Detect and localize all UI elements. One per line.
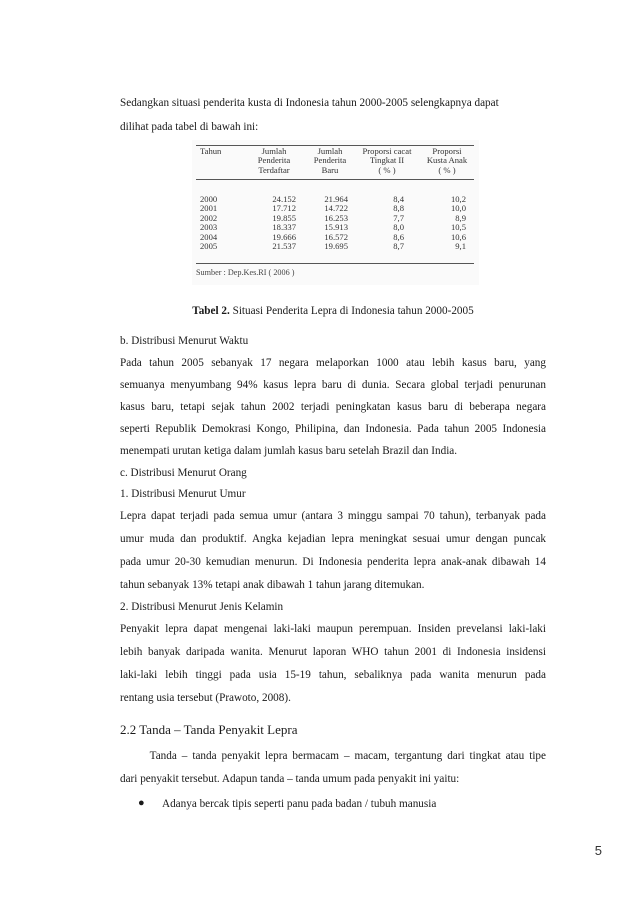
table-cell: 18.337 xyxy=(272,222,296,233)
header-tahun: Tahun xyxy=(200,146,222,156)
table-cell: 15.913 xyxy=(324,222,348,233)
p2-line-1: Lepra dapat terjadi pada semua umur (antara 3 minggu sampai 70 tahun), terbanyak pada xyxy=(120,510,546,522)
table-cell: 8,7 xyxy=(393,241,404,252)
p2-line-4: tahun sebanyak 13% tetapi anak dibawah 1 tahun jarang ditemukan. xyxy=(120,579,425,591)
intro-line-2: dilihat pada tabel di bawah ini: xyxy=(120,121,259,133)
table-cell: 10,6 xyxy=(450,231,466,242)
table-cell: 16.253 xyxy=(324,212,348,223)
heading-b: b. Distribusi Menurut Waktu xyxy=(120,335,249,347)
p1-line-3: kasus baru, tetapi sejak tahun 2002 terjadi peningkatan kasus baru di beberapa negara xyxy=(120,401,546,413)
heading-c: c. Distribusi Menurut Orang xyxy=(120,467,247,479)
table-cell: 8,8 xyxy=(393,203,404,214)
table-cell: 8,0 xyxy=(393,222,404,233)
header-terdaftar: Jumlah Penderita Terdaftar xyxy=(257,146,291,175)
p1-line-4: seperti Republik Demokrasi Kongo, Philipina, dan Indonesia. Pada tahun 2005 Indonesia xyxy=(120,423,546,435)
heading-1: 1. Distribusi Menurut Umur xyxy=(120,488,246,500)
col-anak xyxy=(432,195,466,251)
table-cell: 19.855 xyxy=(272,212,296,223)
section-heading: 2.2 Tanda – Tanda Penyakit Lepra xyxy=(120,722,298,737)
p1-line-2: semuanya menyumbang 94% kasus lepra baru di dunia. Secara global terjadi penurunan xyxy=(120,379,546,391)
table-cell: 7,7 xyxy=(393,212,404,223)
heading-2: 2. Distribusi Menurut Jenis Kelamin xyxy=(120,601,284,613)
table-cell: 9,1 xyxy=(455,241,466,252)
table-cell: 10,0 xyxy=(450,203,466,214)
p4-line-1: Tanda – tanda penyakit lepra bermacam – macam, tergantung dari tingkat atau tipe xyxy=(120,750,546,762)
col-tahun xyxy=(200,195,217,251)
table-cell: 24.152 xyxy=(272,194,296,204)
p3-line-2: lebih banyak daripada wanita. Menurut laporan WHO tahun 2001 di Indonesia insidensi xyxy=(120,646,546,658)
data-table-image xyxy=(192,140,479,285)
table-cell: 8,9 xyxy=(455,212,466,223)
p2-line-3: pada umur 20-30 kemudian menurun. Di Indonesia penderita lepra anak-anak dibawah 14 xyxy=(120,556,546,568)
table-cell: 19.695 xyxy=(324,241,348,252)
table-cell: 8,6 xyxy=(393,231,404,242)
header-cacat: Proporsi cacat Tingkat II ( % ) xyxy=(362,146,412,175)
p1-line-1: Pada tahun 2005 sebanyak 17 negara melaporkan 1000 atau lebih kasus baru, yang xyxy=(120,357,546,369)
p3-line-1: Penyakit lepra dapat mengenai laki-laki maupun perempuan. Insiden prevelansi laki-laki xyxy=(120,623,546,635)
col-terdaftar xyxy=(252,195,296,251)
table-bottom-rule xyxy=(196,263,474,264)
table-cell: 14.722 xyxy=(324,203,348,214)
p4-line-2: dari penyakit tersebut. Adapun tanda – tanda umum pada penyakit ini yaitu: xyxy=(120,773,460,785)
table-header-rule xyxy=(196,179,474,180)
col-cacat xyxy=(372,195,404,251)
bullet-item-1: Adanya bercak tipis seperti panu pada badan / tubuh manusia xyxy=(162,798,437,810)
p2-line-2: umur muda dan produktif. Angka kejadian lepra meningkat sesuai umur dengan puncak xyxy=(120,533,546,545)
table-cell: 16.572 xyxy=(324,231,348,242)
intro-line-1: Sedangkan situasi penderita kusta di Indonesia tahun 2000-2005 selengkapnya dapat xyxy=(120,97,499,109)
header-anak: Proporsi Kusta Anak ( % ) xyxy=(426,146,468,175)
bullet-icon: ● xyxy=(138,797,145,809)
table-cell: 2004 xyxy=(200,231,218,242)
table-cell: 2002 xyxy=(200,212,218,223)
p3-line-4: rentang usia tersebut (Prawoto, 2008). xyxy=(120,692,291,704)
p1-line-5: menempati urutan ketiga dalam jumlah kasus baru setelah Brazil dan India. xyxy=(120,445,458,457)
table-cell: 2001 xyxy=(200,203,218,214)
col-baru xyxy=(308,195,348,251)
table-cell: 10,5 xyxy=(450,222,466,233)
table-cell: 2000 xyxy=(200,194,218,204)
table-caption xyxy=(120,305,546,317)
table-cell: 10,2 xyxy=(450,194,466,204)
page-number: 5 xyxy=(594,843,602,858)
caption-label: Tabel 2. xyxy=(192,305,230,317)
caption-text: Situasi Penderita Lepra di Indonesia tahun 2000-2005 xyxy=(229,305,474,317)
table-cell: 19.666 xyxy=(272,231,296,242)
header-baru: Jumlah Penderita Baru xyxy=(313,146,347,175)
table-cell: 21.964 xyxy=(324,194,348,204)
table-cell: 21.537 xyxy=(272,241,296,252)
table-source: Sumber : Dep.Kes.RI ( 2006 ) xyxy=(196,268,295,277)
table-cell: 17.712 xyxy=(272,203,296,214)
p3-line-3: laki-laki lebih tinggi pada usia 15-19 tahun, sebaliknya pada wanita menurun pada xyxy=(120,669,546,681)
table-cell: 2003 xyxy=(200,222,218,233)
table-cell: 2005 xyxy=(200,241,218,252)
table-cell: 8,4 xyxy=(393,194,404,204)
